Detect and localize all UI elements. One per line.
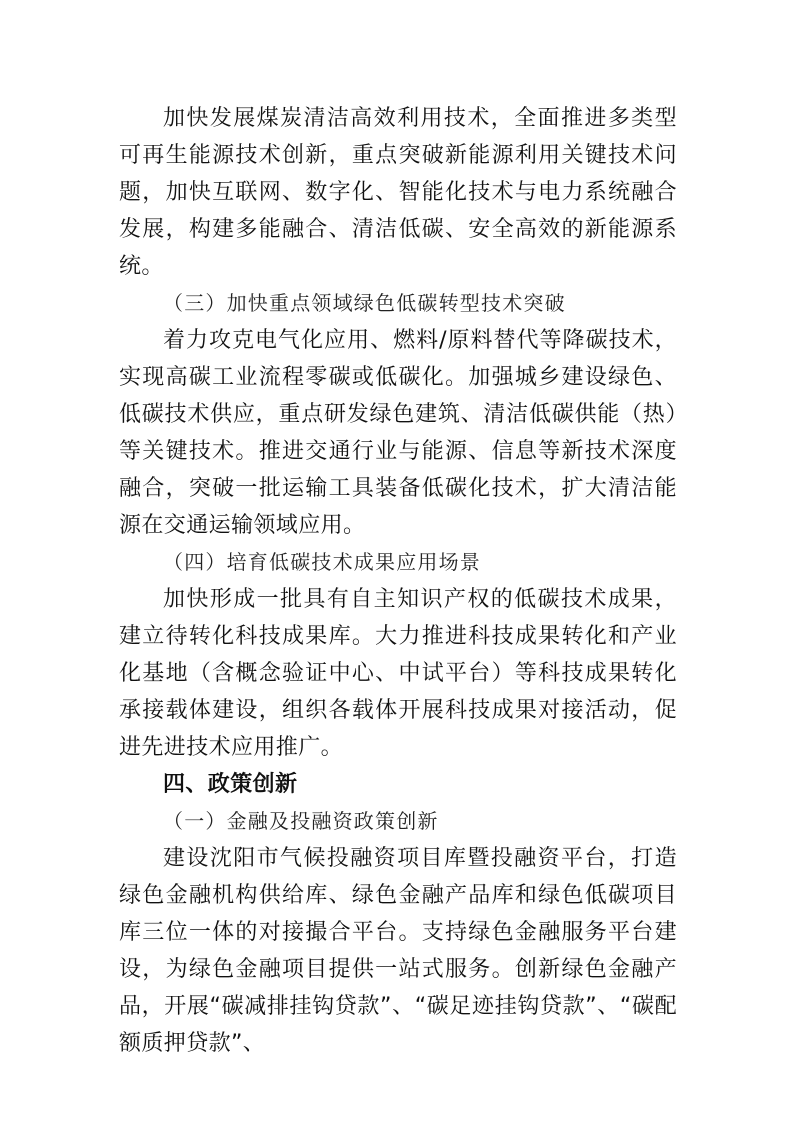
subheading-section-4: （四）培育低碳技术成果应用场景 (163, 550, 481, 574)
subheading-section-3: （三）加快重点领域绿色低碳转型技术突破 (163, 291, 566, 315)
paragraph-key-sectors: 着力攻克电气化应用、燃料/原料替代等降碳技术，实现高碳工业流程零碳或低碳化。加强城乡建设绿色、低碳技术供应，重点研发绿色建筑、清洁低碳供能（热）等关键技术。推进交通行业与能源、信息等新技术深度融合，突破一批运输工具装备低碳化技术，扩大清洁能源在交通运输领域应用。 (119, 328, 677, 538)
paragraph-climate-finance: 建设沈阳市气候投融资项目库暨投融资平台，打造绿色金融机构供给库、绿色金融产品库和绿色低碳项目库三位一体的对接撮合平台。支持绿色金融服务平台建设，为绿色金融项目提供一站式服务。创新绿色金融产品，开展“碳减排挂钩贷款”、“碳足迹挂钩贷款”、“碳配额质押贷款”、 (119, 846, 677, 1056)
paragraph-tech-application: 加快形成一批具有自主知识产权的低碳技术成果，建立待转化科技成果库。大力推进科技成果转化和产业化基地（含概念验证中心、中试平台）等科技成果转化承接载体建设，组织各载体开展科技成果对接活动，促进先进技术应用推广。 (119, 587, 677, 760)
paragraph-energy-tech: 加快发展煤炭清洁高效利用技术，全面推进多类型可再生能源技术创新，重点突破新能源利用关键技术问题，加快互联网、数字化、智能化技术与电力系统融合发展，构建多能融合、清洁低碳、安全高效的新能源系统。 (119, 106, 677, 279)
document-body (119, 100, 677, 1062)
heading-policy-innovation: 四、政策创新 (163, 772, 298, 797)
subheading-section-1-finance: （一）金融及投融资政策创新 (163, 809, 439, 833)
